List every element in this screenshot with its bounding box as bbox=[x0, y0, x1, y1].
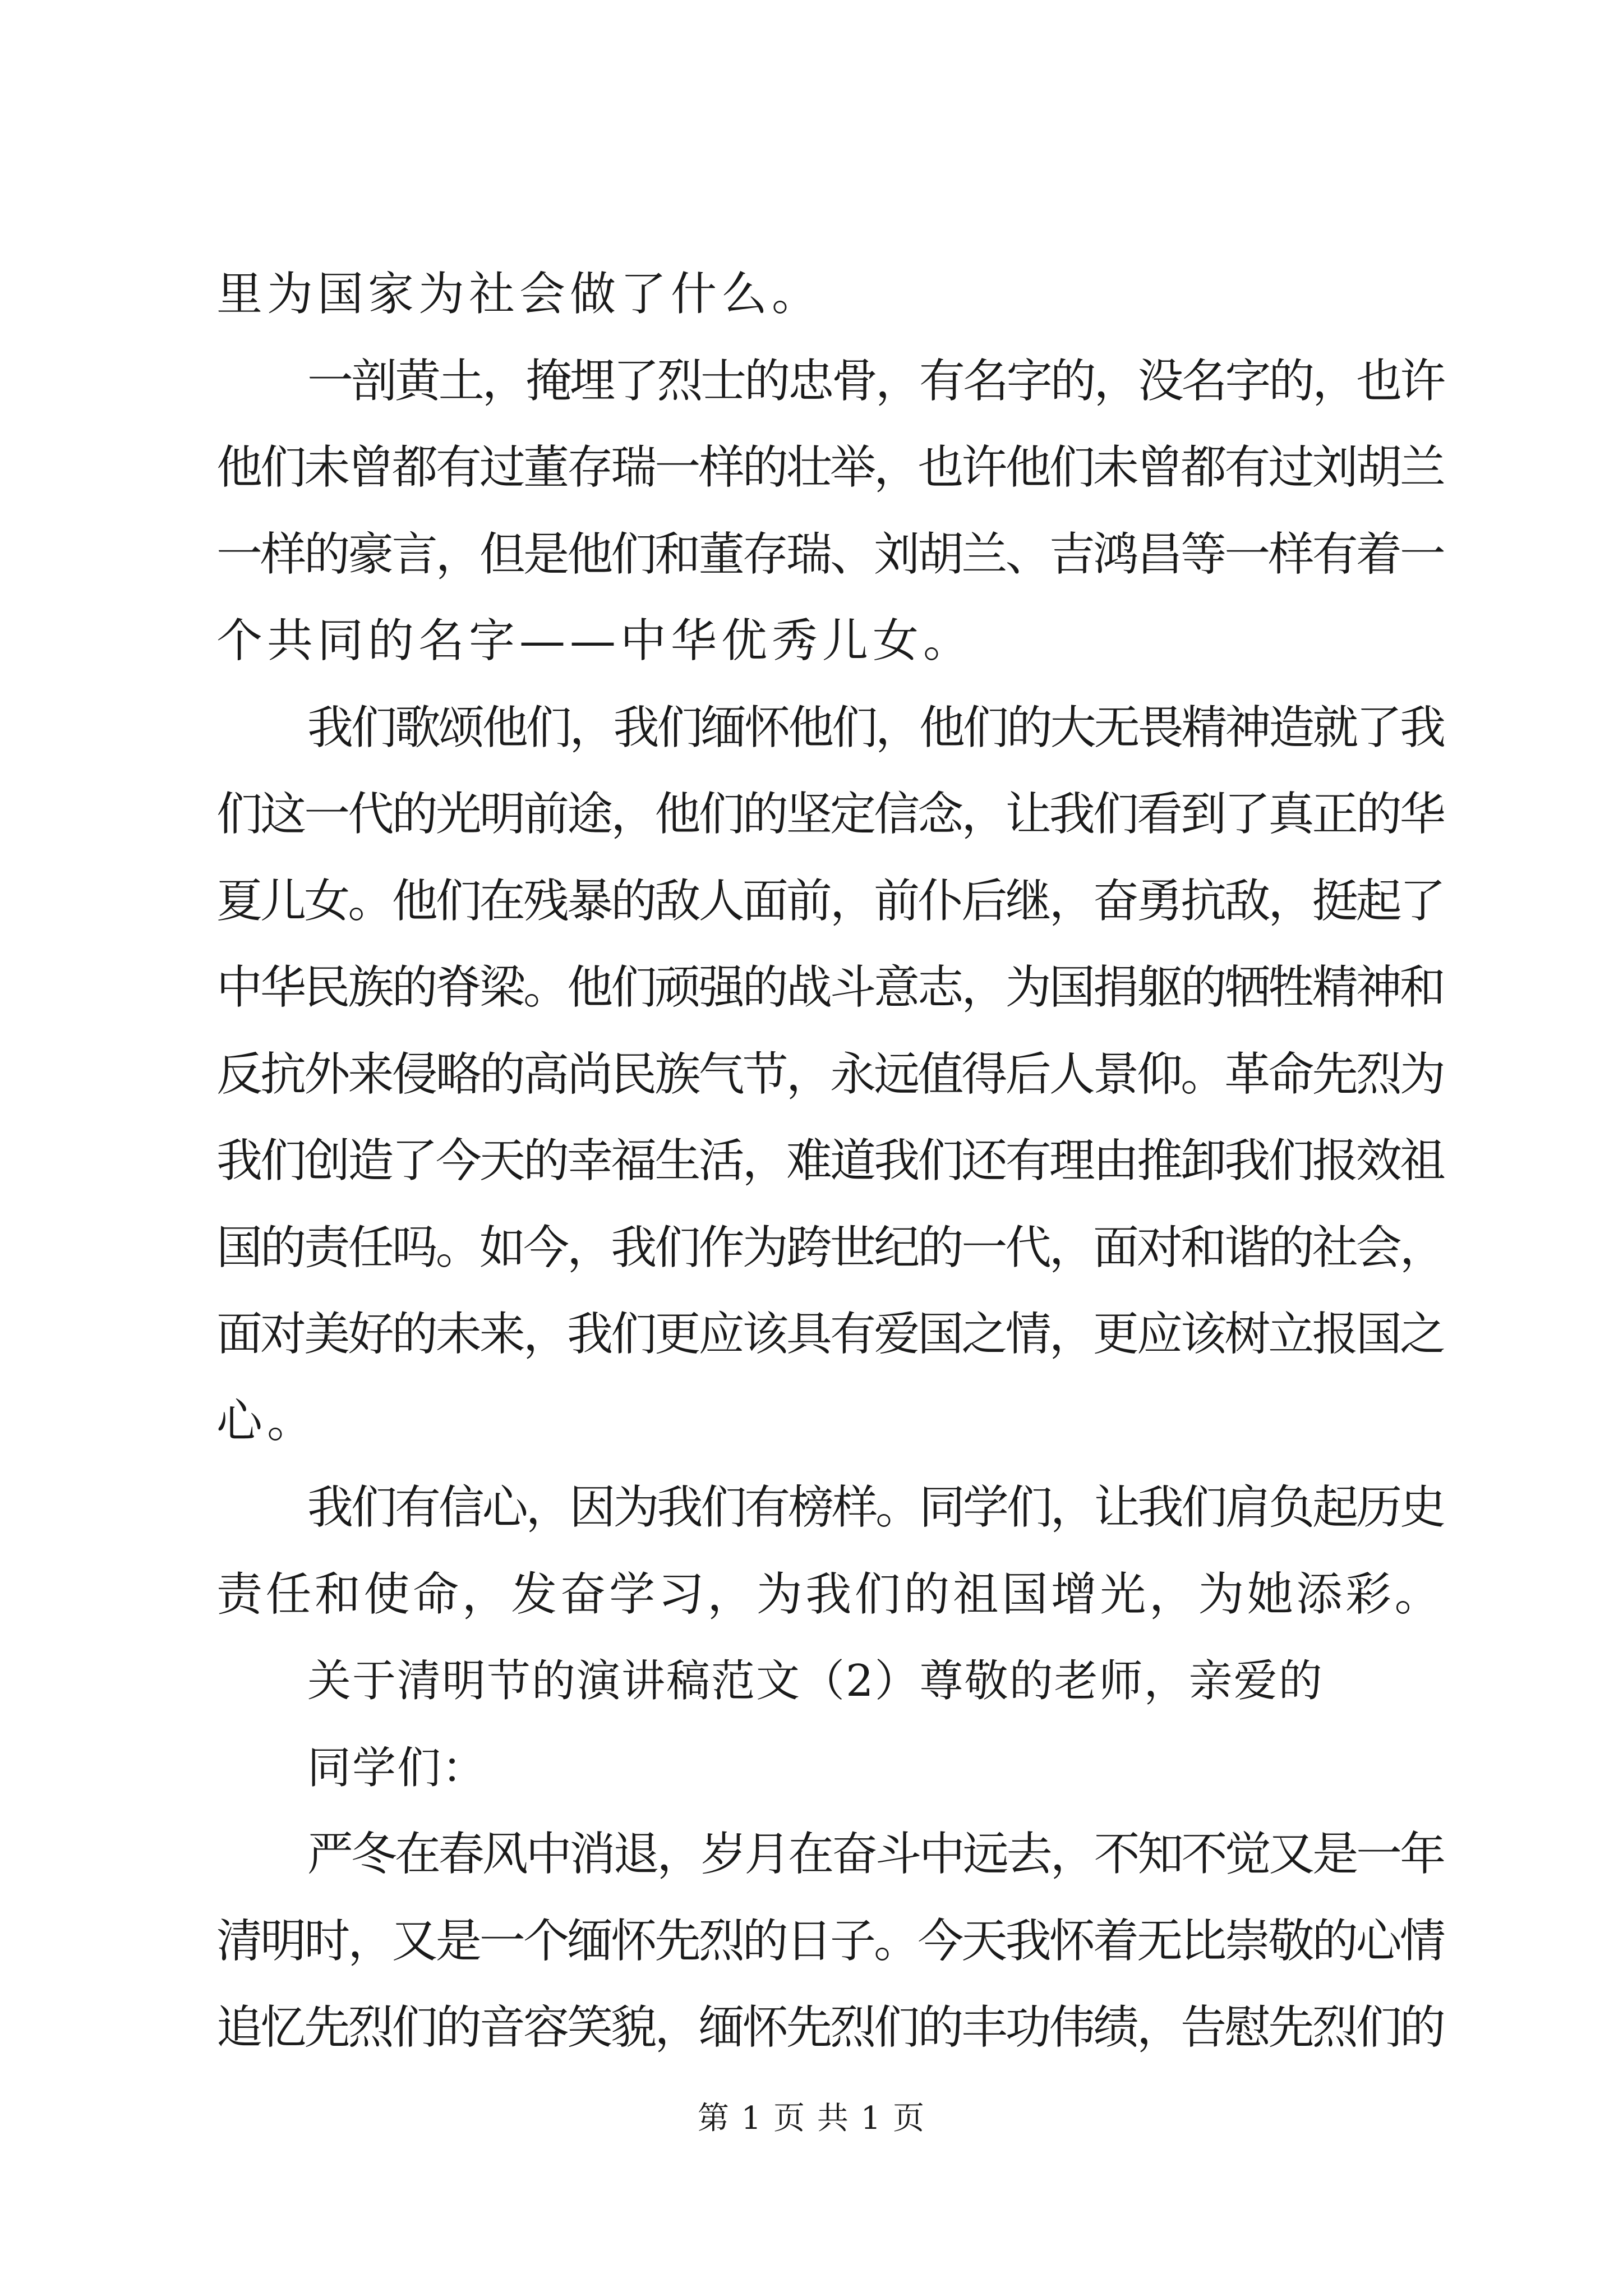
paragraph-line: 们这一代的光明前途，他们的坚定信念，让我们看到了真正的华 bbox=[216, 788, 1444, 841]
paragraph-line: 责任和使命，发奋学习，为我们的祖国增光，为她添彩。 bbox=[216, 1568, 1444, 1621]
paragraph-line: 一样的豪言，但是他们和董存瑞、刘胡兰、吉鸿昌等一样有着一 bbox=[216, 528, 1444, 581]
paragraph-line: 中华民族的脊梁。他们顽强的战斗意志，为国捐躯的牺牲精神和 bbox=[216, 961, 1444, 1014]
paragraph-line: 夏儿女。他们在残暴的敌人面前，前仆后继，奋勇抗敌，挺起了 bbox=[216, 875, 1444, 928]
section-heading-line: 关于清明节的演讲稿范文（2）尊敬的老师，亲爱的 bbox=[307, 1656, 1324, 1706]
section-heading-line: 同学们： bbox=[307, 1743, 487, 1793]
paragraph-line: 他们未曾都有过董存瑞一样的壮举，也许他们未曾都有过刘胡兰 bbox=[216, 441, 1444, 494]
paragraph-line: 我们创造了今天的幸福生活，难道我们还有理由推卸我们报效祖 bbox=[216, 1134, 1444, 1188]
paragraph-line: 一剖黄土，掩埋了烈士的忠骨，有名字的，没名字的，也许 bbox=[307, 355, 1444, 408]
paragraph-line: 国的责任吗。如今，我们作为跨世纪的一代，面对和谐的社会， bbox=[216, 1221, 1444, 1274]
page-footer: 第 1 页 共 1 页 bbox=[697, 2100, 926, 2137]
paragraph-line: 我们有信心，因为我们有榜样。同学们，让我们肩负起历史 bbox=[307, 1481, 1444, 1534]
paragraph-line: 清明时，又是一个缅怀先烈的日子。今天我怀着无比崇敬的心情 bbox=[216, 1915, 1444, 1968]
paragraph-line: 追忆先烈们的音容笑貌，缅怀先烈们的丰功伟绩，告慰先烈们的 bbox=[216, 2001, 1444, 2054]
paragraph-line: 反抗外来侵略的高尚民族气节，永远值得后人景仰。革命先烈为 bbox=[216, 1048, 1444, 1101]
paragraph-line: 个共同的名字——中华优秀儿女。 bbox=[216, 614, 974, 668]
paragraph-line: 严冬在春风中消退，岁月在奋斗中远去，不知不觉又是一年 bbox=[307, 1828, 1444, 1881]
paragraph-line: 面对美好的未来，我们更应该具有爱国之情，更应该树立报国之 bbox=[216, 1308, 1444, 1361]
paragraph-line: 里为国家为社会做了什么。 bbox=[216, 268, 823, 321]
paragraph-line: 我们歌颂他们，我们缅怀他们，他们的大无畏精神造就了我 bbox=[307, 701, 1444, 754]
paragraph-line: 心。 bbox=[216, 1395, 318, 1448]
